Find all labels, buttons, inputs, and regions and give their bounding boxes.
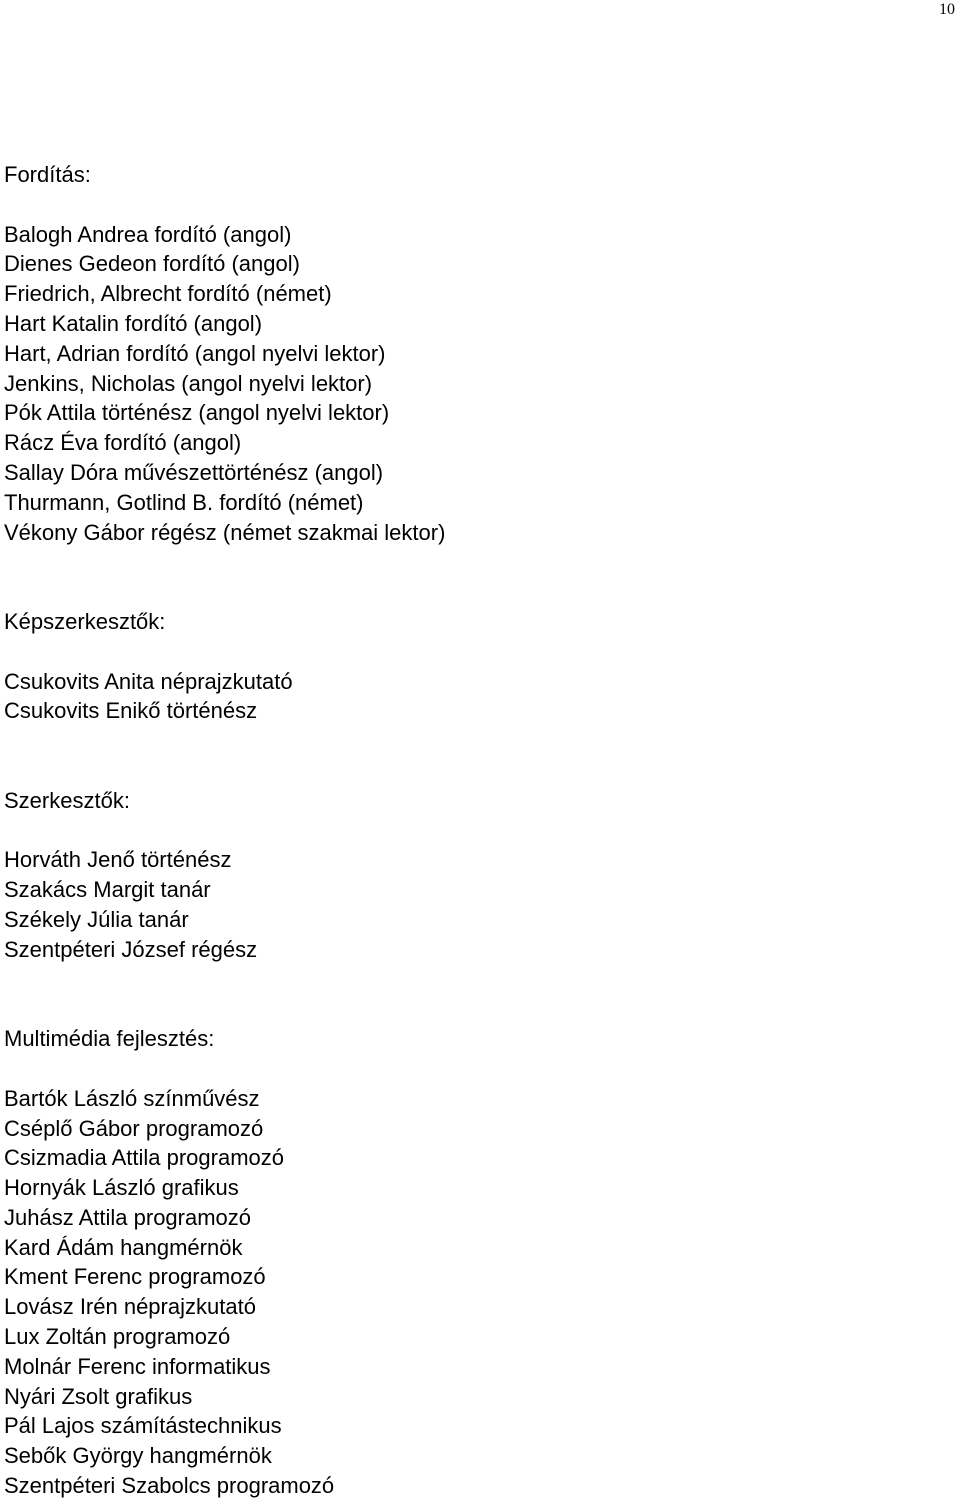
section-heading: Multimédia fejlesztés: <box>4 1026 215 1052</box>
section-picture-editors <box>4 607 954 726</box>
credit-entry: Nyári Zsolt grafikus <box>4 1383 193 1409</box>
credit-entry: Cséplő Gábor programozó <box>4 1115 264 1141</box>
credit-entry: Balogh Andrea fordító (angol) <box>4 221 292 247</box>
credit-list <box>4 220 954 548</box>
credit-entry: Dienes Gedeon fordító (angol) <box>4 251 300 277</box>
credit-entry: Lovász Irén néprajzkutató <box>4 1294 256 1320</box>
credit-entry: Juhász Attila programozó <box>4 1204 252 1230</box>
credit-entry: Horváth Jenő történész <box>4 847 232 873</box>
credit-entry: Székely Júlia tanár <box>4 906 189 932</box>
credit-entry: Kment Ferenc programozó <box>4 1264 266 1290</box>
credit-entry: Szentpéteri József régész <box>4 936 258 962</box>
credit-entry: Sebők György hangmérnök <box>4 1443 272 1469</box>
credit-entry: Vékony Gábor régész (német szakmai lektor) <box>4 519 446 545</box>
credit-entry: Hart, Adrian fordító (angol nyelvi lektor) <box>4 340 386 366</box>
section-multimedia-development <box>4 1024 954 1501</box>
credit-entry: Kard Ádám hangmérnök <box>4 1234 243 1260</box>
credit-entry: Bartók László színművész <box>4 1085 260 1111</box>
credit-entry: Pál Lajos számítástechnikus <box>4 1413 282 1439</box>
credit-entry: Hornyák László grafikus <box>4 1175 239 1201</box>
credit-list <box>4 667 954 727</box>
credit-entry: Jenkins, Nicholas (angol nyelvi lektor) <box>4 370 373 396</box>
credit-entry: Csukovits Anita néprajzkutató <box>4 668 293 694</box>
credit-entry: Friedrich, Albrecht fordító (német) <box>4 281 332 307</box>
credits-document <box>4 160 954 1501</box>
credit-entry: Szakács Margit tanár <box>4 877 211 903</box>
section-translation <box>4 160 954 547</box>
credit-entry: Hart Katalin fordító (angol) <box>4 310 263 336</box>
section-heading: Fordítás: <box>4 162 91 187</box>
credit-entry: Lux Zoltán programozó <box>4 1324 231 1350</box>
credit-list <box>4 845 954 964</box>
credit-entry: Rácz Éva fordító (angol) <box>4 430 242 456</box>
credit-entry: Sallay Dóra művészettörténész (angol) <box>4 459 384 485</box>
section-heading: Képszerkesztők: <box>4 608 166 634</box>
page-number: 10 <box>939 1 955 18</box>
credit-entry: Szentpéteri Szabolcs programozó <box>4 1473 335 1499</box>
credit-entry: Pók Attila történész (angol nyelvi lektor) <box>4 400 390 426</box>
section-editors <box>4 786 954 965</box>
credit-entry: Thurmann, Gotlind B. fordító (német) <box>4 489 364 515</box>
credit-list <box>4 1084 954 1501</box>
credit-entry: Csukovits Enikő történész <box>4 698 258 724</box>
section-heading: Szerkesztők: <box>4 787 130 813</box>
credit-entry: Csizmadia Attila programozó <box>4 1145 285 1171</box>
credit-entry: Molnár Ferenc informatikus <box>4 1353 271 1379</box>
